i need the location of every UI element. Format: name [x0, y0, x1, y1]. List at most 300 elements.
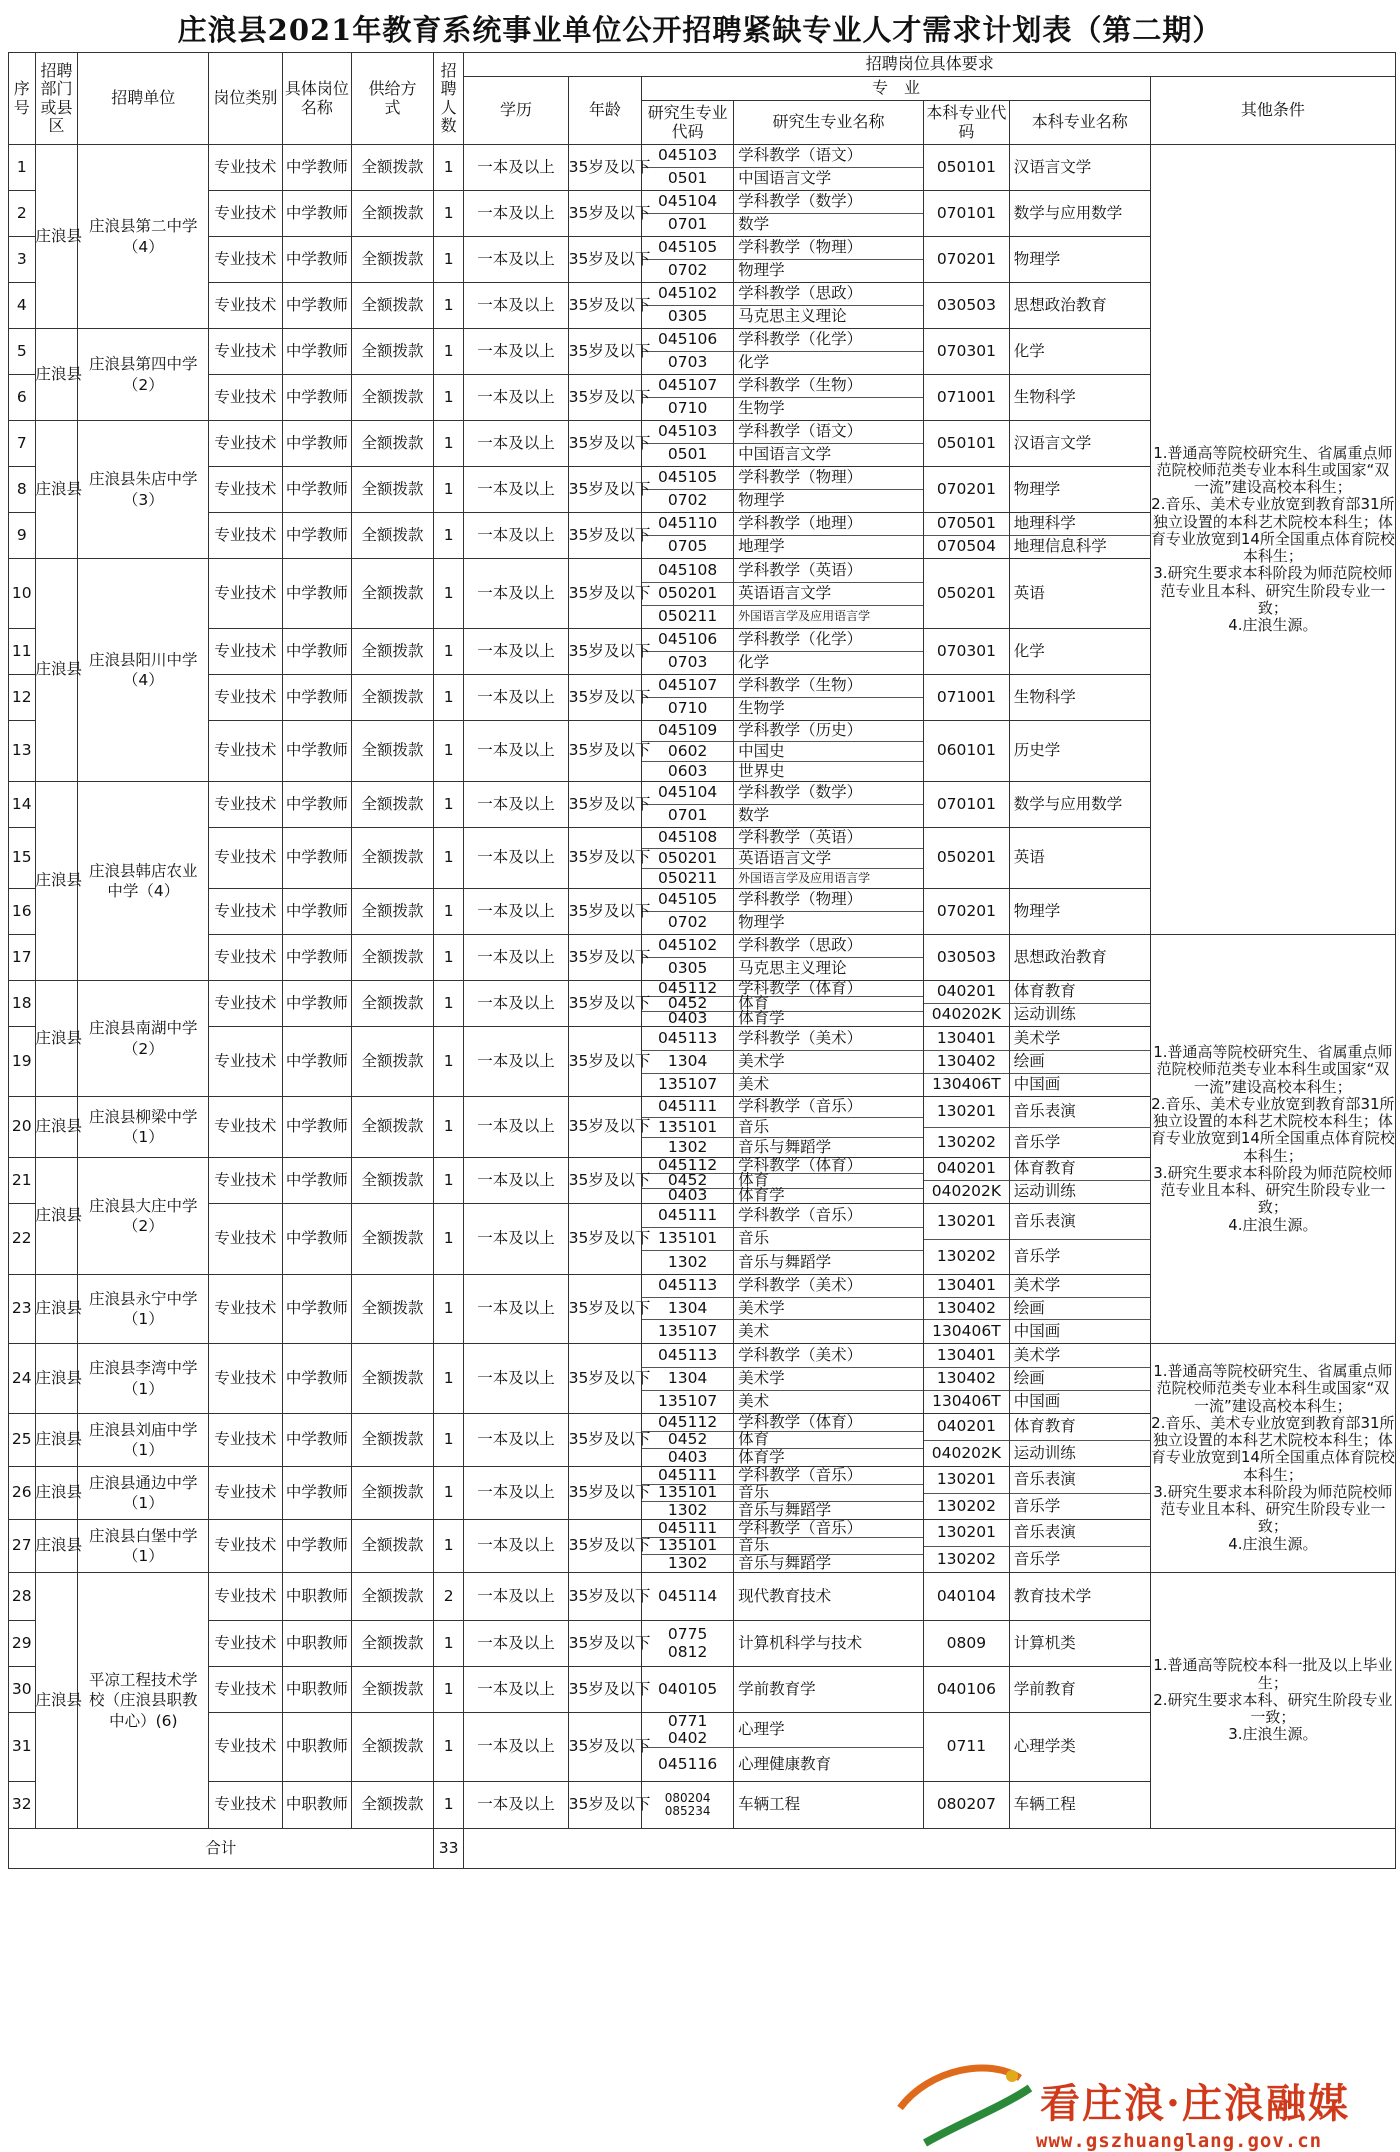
grad-code: 045105 [658, 238, 718, 257]
ug-code: 070504 [924, 535, 1009, 558]
grad-name: 学科教学（语文） [738, 422, 863, 441]
post-name: 中职教师 [282, 1667, 351, 1713]
hire-count: 1 [433, 237, 464, 283]
grad-name: 学科教学（英语） [738, 828, 863, 847]
ug-code: 070501 [936, 514, 996, 533]
post-name: 中学教师 [282, 935, 351, 981]
post-name: 中学教师 [282, 782, 351, 828]
education-req: 一本及以上 [464, 1621, 568, 1667]
ug-code-cell [924, 1344, 1010, 1414]
grad-name: 学科教学（物理） [738, 468, 863, 487]
header-seq: 序号 [9, 53, 36, 145]
ug-name-cell [1009, 1573, 1150, 1621]
ug-code: 040202K [924, 1180, 1009, 1203]
grad-code: 080204 085234 [664, 1790, 711, 1818]
supply-method: 全额拨款 [352, 981, 434, 1027]
grad-code: 0452 [642, 1173, 733, 1188]
row-seq: 9 [9, 513, 36, 559]
grad-code: 135107 [642, 1073, 733, 1096]
row-seq: 24 [9, 1344, 36, 1414]
education-req: 一本及以上 [464, 145, 568, 191]
post-name: 中学教师 [282, 145, 351, 191]
post-name: 中职教师 [282, 1573, 351, 1621]
ug-code: 130201 [936, 1102, 996, 1121]
supply-method: 全额拨款 [352, 675, 434, 721]
education-req: 一本及以上 [464, 237, 568, 283]
grad-code: 045108 [658, 828, 718, 847]
post-name: 中学教师 [282, 1027, 351, 1097]
grad-name: 学科教学（数学） [738, 192, 863, 211]
grad-code: 045114 [658, 1586, 718, 1605]
grad-code: 1304 [642, 1297, 733, 1319]
ug-code-cell [924, 1573, 1010, 1621]
row-seq: 14 [9, 782, 36, 828]
hire-count: 1 [433, 1158, 464, 1204]
grad-name: 美术学 [734, 1050, 923, 1073]
ug-code: 130402 [924, 1367, 1009, 1390]
row-seq: 22 [9, 1204, 36, 1275]
education-req: 一本及以上 [464, 467, 568, 513]
education-req: 一本及以上 [464, 375, 568, 421]
ug-code-cell [924, 1520, 1010, 1573]
ug-name: 音乐学 [1010, 1546, 1150, 1572]
ug-code: 130402 [924, 1297, 1009, 1319]
header-major: 专 业 [642, 77, 1151, 101]
post-type: 专业技术 [209, 1520, 283, 1573]
hire-count: 2 [433, 1573, 464, 1621]
header-requirements: 招聘岗位具体要求 [464, 53, 1396, 77]
row-seq: 15 [9, 828, 36, 889]
grad-code: 135101 [642, 1227, 733, 1250]
ug-name-cell [1009, 559, 1150, 629]
ug-name-cell [1009, 1414, 1150, 1467]
other-conditions: 1.普通高等院校本科一批及以上毕业生； 2.研究生要求本科、研究生阶段专业一致； 3.庄浪生源。 [1150, 1573, 1395, 1829]
ug-name-cell [1009, 1027, 1150, 1097]
grad-code: 0702 [642, 259, 733, 282]
row-seq: 16 [9, 889, 36, 935]
post-type: 专业技术 [209, 675, 283, 721]
grad-code-cell [642, 375, 734, 421]
post-name: 中学教师 [282, 1520, 351, 1573]
ug-name: 中国画 [1010, 1073, 1150, 1096]
grad-name: 学科教学（地理） [738, 514, 863, 533]
grad-name: 化学 [734, 651, 923, 674]
ug-code: 070101 [936, 794, 996, 813]
hire-count: 1 [433, 421, 464, 467]
ug-name-cell [1009, 721, 1150, 782]
grad-code-cell [642, 1520, 734, 1573]
post-name: 中学教师 [282, 1414, 351, 1467]
header-age: 年龄 [568, 77, 642, 145]
county-name: 庄浪县 [35, 421, 78, 559]
grad-code: 0603 [642, 761, 733, 781]
post-type: 专业技术 [209, 782, 283, 828]
age-req: 35岁及以下 [568, 145, 642, 191]
brand-site: www.gszhuanglang.gov.cn [1036, 2130, 1323, 2152]
grad-code: 0710 [642, 697, 733, 720]
post-name: 中学教师 [282, 1204, 351, 1275]
hire-count: 1 [433, 559, 464, 629]
grad-name-cell [734, 1204, 924, 1275]
recruitment-table [8, 52, 1396, 1869]
supply-method: 全额拨款 [352, 421, 434, 467]
age-req: 35岁及以下 [568, 1573, 642, 1621]
hire-count: 1 [433, 1204, 464, 1275]
grad-name: 学科教学（物理） [738, 890, 863, 909]
post-name: 中学教师 [282, 889, 351, 935]
ug-code: 130401 [936, 1028, 996, 1047]
grad-code-cell [642, 1713, 734, 1782]
ug-code: 130401 [936, 1276, 996, 1295]
post-name: 中学教师 [282, 721, 351, 782]
education-req: 一本及以上 [464, 1573, 568, 1621]
grad-code-cell [642, 1204, 734, 1275]
ug-name: 运动训练 [1010, 1180, 1150, 1203]
table-row [9, 145, 1396, 191]
grad-name: 学科教学（数学） [738, 783, 863, 802]
grad-code: 135101 [642, 1537, 733, 1554]
grad-code: 0701 [642, 804, 733, 827]
age-req: 35岁及以下 [568, 1782, 642, 1829]
ug-name: 绘画 [1010, 1367, 1150, 1390]
ug-name: 车辆工程 [1013, 1795, 1076, 1814]
supply-method: 全额拨款 [352, 1414, 434, 1467]
ug-code-cell [924, 467, 1010, 513]
supply-method: 全额拨款 [352, 467, 434, 513]
ug-name: 计算机类 [1013, 1633, 1076, 1652]
grad-name: 学前教育学 [738, 1679, 816, 1698]
grad-name-cell [734, 421, 924, 467]
grad-name: 体育学 [734, 1011, 923, 1026]
ug-code: 130202 [924, 1493, 1009, 1519]
supply-method: 全额拨款 [352, 721, 434, 782]
header-education: 学历 [464, 77, 568, 145]
grad-name: 世界史 [734, 761, 923, 781]
ug-code: 040104 [936, 1586, 996, 1605]
header-ug-name: 本科专业名称 [1009, 101, 1150, 145]
ug-name: 中国画 [1010, 1319, 1150, 1343]
unit-name: 庄浪县阳川中学（4） [78, 559, 209, 782]
row-seq: 13 [9, 721, 36, 782]
post-name: 中学教师 [282, 1275, 351, 1344]
ug-code: 0809 [946, 1633, 987, 1652]
supply-method: 全额拨款 [352, 145, 434, 191]
grad-code-cell [642, 1667, 734, 1713]
grad-code: 045102 [658, 936, 718, 955]
ug-code-cell [924, 889, 1010, 935]
grad-code-cell [642, 1414, 734, 1467]
hire-count: 1 [433, 1344, 464, 1414]
post-type: 专业技术 [209, 889, 283, 935]
post-type: 专业技术 [209, 981, 283, 1027]
grad-code: 0602 [642, 741, 733, 761]
row-seq: 21 [9, 1158, 36, 1204]
row-seq: 23 [9, 1275, 36, 1344]
education-req: 一本及以上 [464, 935, 568, 981]
grad-code: 0703 [642, 651, 733, 674]
unit-name: 庄浪县朱店中学（3） [78, 421, 209, 559]
ug-name: 中国画 [1010, 1390, 1150, 1413]
grad-code-cell [642, 1155, 734, 1205]
supply-method: 全额拨款 [352, 1520, 434, 1573]
grad-code: 0452 [642, 1431, 733, 1448]
ug-name-cell [1009, 1782, 1150, 1829]
age-req: 35岁及以下 [568, 1520, 642, 1573]
ug-name: 教育技术学 [1013, 1586, 1092, 1605]
hire-count: 1 [433, 1027, 464, 1097]
grad-name-cell [734, 889, 924, 935]
grad-name-cell [734, 513, 924, 559]
age-req: 35岁及以下 [568, 1097, 642, 1158]
ug-code: 040201 [936, 1159, 996, 1178]
grad-name: 音乐与舞蹈学 [734, 1137, 923, 1157]
grad-name: 体育 [734, 996, 923, 1011]
ug-code-cell [924, 1667, 1010, 1713]
header-unit: 招聘单位 [78, 53, 209, 145]
header-post-type: 岗位类别 [209, 53, 283, 145]
ug-name-cell [1009, 421, 1150, 467]
grad-code: 045104 [658, 192, 718, 211]
header-supply: 供给方式 [352, 53, 434, 145]
ug-name-cell [1009, 1158, 1150, 1204]
grad-code: 045111 [658, 1465, 718, 1484]
grad-code-cell [642, 329, 734, 375]
grad-name: 学科教学（英语） [738, 560, 863, 579]
post-name: 中学教师 [282, 329, 351, 375]
hire-count: 1 [433, 513, 464, 559]
row-seq: 18 [9, 981, 36, 1027]
row-seq: 2 [9, 191, 36, 237]
ug-code: 130406T [924, 1390, 1009, 1413]
grad-name: 数学 [734, 213, 923, 236]
grad-code: 045106 [658, 330, 718, 349]
post-type: 专业技术 [209, 1027, 283, 1097]
post-type: 专业技术 [209, 1467, 283, 1520]
county-name: 庄浪县 [35, 1573, 78, 1829]
ug-name-cell [1009, 782, 1150, 828]
grad-name: 英语语言文学 [734, 582, 923, 605]
education-req: 一本及以上 [464, 329, 568, 375]
education-req: 一本及以上 [464, 782, 568, 828]
education-req: 一本及以上 [464, 513, 568, 559]
post-name: 中学教师 [282, 467, 351, 513]
grad-name: 学科教学（历史） [738, 721, 863, 740]
grad-name: 马克思主义理论 [734, 305, 923, 328]
grad-code-cell [642, 675, 734, 721]
grad-name: 马克思主义理论 [734, 957, 923, 980]
row-seq: 3 [9, 237, 36, 283]
grad-code-cell [642, 283, 734, 329]
age-req: 35岁及以下 [568, 1667, 642, 1713]
ug-name: 音乐表演 [1013, 1523, 1076, 1542]
post-type: 专业技术 [209, 237, 283, 283]
grad-name-cell [734, 237, 924, 283]
total-blank [464, 1829, 1396, 1869]
hire-count: 1 [433, 1275, 464, 1344]
ug-code-cell [924, 191, 1010, 237]
education-req: 一本及以上 [464, 981, 568, 1027]
post-type: 专业技术 [209, 145, 283, 191]
post-name: 中学教师 [282, 1158, 351, 1204]
grad-name-cell [734, 675, 924, 721]
grad-code-cell [642, 1621, 734, 1667]
grad-code-cell [642, 978, 734, 1028]
page-title: 庄浪县2021年教育系统事业单位公开招聘紧缺专业人才需求计划表（第二期） [177, 13, 1223, 47]
grad-name-cell [734, 935, 924, 981]
grad-code: 0305 [642, 305, 733, 328]
age-req: 35岁及以下 [568, 1621, 642, 1667]
post-type: 专业技术 [209, 828, 283, 889]
grad-name: 体育 [734, 1431, 923, 1448]
ug-code-cell [924, 782, 1010, 828]
supply-method: 全额拨款 [352, 1204, 434, 1275]
ug-name: 汉语言文学 [1013, 433, 1092, 452]
grad-code: 045112 [658, 1155, 718, 1174]
grad-code: 0701 [642, 213, 733, 236]
county-name: 庄浪县 [35, 145, 78, 329]
education-req: 一本及以上 [464, 1467, 568, 1520]
grad-name: 中国语言文学 [734, 167, 923, 190]
grad-code: 045109 [658, 721, 718, 740]
grad-name: 学科教学（音乐） [738, 1097, 863, 1116]
ug-code: 130202 [924, 1239, 1009, 1274]
ug-code-cell [924, 375, 1010, 421]
county-name: 庄浪县 [35, 1344, 78, 1414]
education-req: 一本及以上 [464, 1520, 568, 1573]
ug-name: 地理信息科学 [1010, 535, 1150, 558]
age-req: 35岁及以下 [568, 1204, 642, 1275]
education-req: 一本及以上 [464, 283, 568, 329]
ug-code: 071001 [936, 387, 996, 406]
ug-name-cell [1009, 329, 1150, 375]
row-seq: 1 [9, 145, 36, 191]
age-req: 35岁及以下 [568, 467, 642, 513]
ug-name-cell [1009, 191, 1150, 237]
education-req: 一本及以上 [464, 1414, 568, 1467]
grad-code: 045111 [658, 1518, 718, 1537]
unit-name: 平凉工程技术学校（庄浪县职教中心）(6) [78, 1573, 209, 1829]
grad-name: 学科教学（思政） [738, 936, 863, 955]
ug-name-cell [1009, 1520, 1150, 1573]
unit-name: 庄浪县李湾中学（1） [78, 1344, 209, 1414]
post-type: 专业技术 [209, 629, 283, 675]
ug-name: 汉语言文学 [1013, 157, 1092, 176]
grad-code: 045113 [658, 1345, 718, 1364]
age-req: 35岁及以下 [568, 1414, 642, 1467]
ug-name: 绘画 [1010, 1050, 1150, 1073]
ug-name: 化学 [1013, 641, 1045, 660]
post-type: 专业技术 [209, 1713, 283, 1782]
ug-name: 地理科学 [1013, 514, 1076, 533]
post-type: 专业技术 [209, 375, 283, 421]
post-name: 中学教师 [282, 981, 351, 1027]
education-req: 一本及以上 [464, 721, 568, 782]
hire-count: 1 [433, 329, 464, 375]
ug-code-cell [924, 1467, 1010, 1520]
grad-code: 0501 [642, 443, 733, 466]
hire-count: 1 [433, 375, 464, 421]
ug-name-cell [1009, 675, 1150, 721]
ug-name: 生物科学 [1013, 687, 1076, 706]
ug-code: 070201 [936, 479, 996, 498]
hire-count: 1 [433, 1414, 464, 1467]
ug-name: 体育教育 [1013, 982, 1076, 1001]
grad-name: 外国语言学及应用语言学 [734, 605, 923, 628]
ug-name-cell [1009, 237, 1150, 283]
ug-code-cell [924, 237, 1010, 283]
ug-code: 070201 [936, 901, 996, 920]
hire-count: 1 [433, 782, 464, 828]
grad-name: 学科教学（美术） [738, 1276, 863, 1295]
grad-code: 045112 [658, 978, 718, 997]
ug-name: 美术学 [1013, 1276, 1061, 1295]
ug-name: 心理学类 [1013, 1737, 1076, 1756]
grad-name: 美术 [734, 1319, 923, 1343]
ug-name: 绘画 [1010, 1297, 1150, 1319]
ug-code: 060101 [936, 741, 996, 760]
ug-name: 学前教育 [1013, 1679, 1076, 1698]
post-name: 中学教师 [282, 828, 351, 889]
county-name: 庄浪县 [35, 782, 78, 981]
grad-code: 045104 [658, 783, 718, 802]
row-seq: 8 [9, 467, 36, 513]
age-req: 35岁及以下 [568, 559, 642, 629]
other-conditions: 1.普通高等院校研究生、省属重点师范院校师范类专业本科生或国家“双一流”建设高校本科生； 2.音乐、美术专业放宽到教育部31所独立设置的本科艺术院校本科生；体育专业放宽到14所全国重点体育院校本科生； 3.研究生要求本科阶段为师范院校师范专业且本科、研究生阶段专业一致； 4.庄浪生源。 [1150, 145, 1395, 935]
grad-code-cell [642, 191, 734, 237]
grad-name-cell [734, 559, 924, 629]
ug-code: 130401 [936, 1345, 996, 1364]
unit-name: 庄浪县白堡中学（1） [78, 1520, 209, 1573]
grad-name-cell [734, 1621, 924, 1667]
grad-name-cell [734, 828, 924, 889]
education-req: 一本及以上 [464, 1344, 568, 1414]
grad-code-cell [642, 629, 734, 675]
ug-name-cell [1009, 1344, 1150, 1414]
age-req: 35岁及以下 [568, 513, 642, 559]
ug-name-cell [1009, 467, 1150, 513]
ug-code-cell [924, 675, 1010, 721]
ug-name: 化学 [1013, 341, 1045, 360]
row-seq: 30 [9, 1667, 36, 1713]
ug-code: 050201 [936, 848, 996, 867]
grad-name-cell [734, 1520, 924, 1573]
grad-name: 学科教学（物理） [738, 238, 863, 257]
grad-code: 135101 [642, 1484, 733, 1501]
grad-code: 045105 [658, 890, 718, 909]
row-seq: 10 [9, 559, 36, 629]
age-req: 35岁及以下 [568, 935, 642, 981]
grad-code: 045108 [658, 560, 718, 579]
grad-code: 045116 [642, 1747, 733, 1781]
ug-code: 130406T [924, 1319, 1009, 1343]
unit-name: 庄浪县柳梁中学（1） [78, 1097, 209, 1158]
county-name: 庄浪县 [35, 1467, 78, 1520]
grad-code-cell [642, 935, 734, 981]
grad-code: 045106 [658, 630, 718, 649]
grad-code: 050211 [642, 868, 733, 888]
recruitment-table-wrap [8, 52, 1396, 1869]
header-other: 其他条件 [1150, 77, 1395, 145]
ug-name-cell [1009, 981, 1150, 1027]
grad-name: 体育 [734, 1173, 923, 1188]
grad-code: 0501 [642, 167, 733, 190]
post-name: 中学教师 [282, 1344, 351, 1414]
hire-count: 1 [433, 935, 464, 981]
county-name: 庄浪县 [35, 1097, 78, 1158]
ug-code-cell [924, 1621, 1010, 1667]
grad-name: 物理学 [734, 489, 923, 512]
unit-name: 庄浪县通边中学（1） [78, 1467, 209, 1520]
